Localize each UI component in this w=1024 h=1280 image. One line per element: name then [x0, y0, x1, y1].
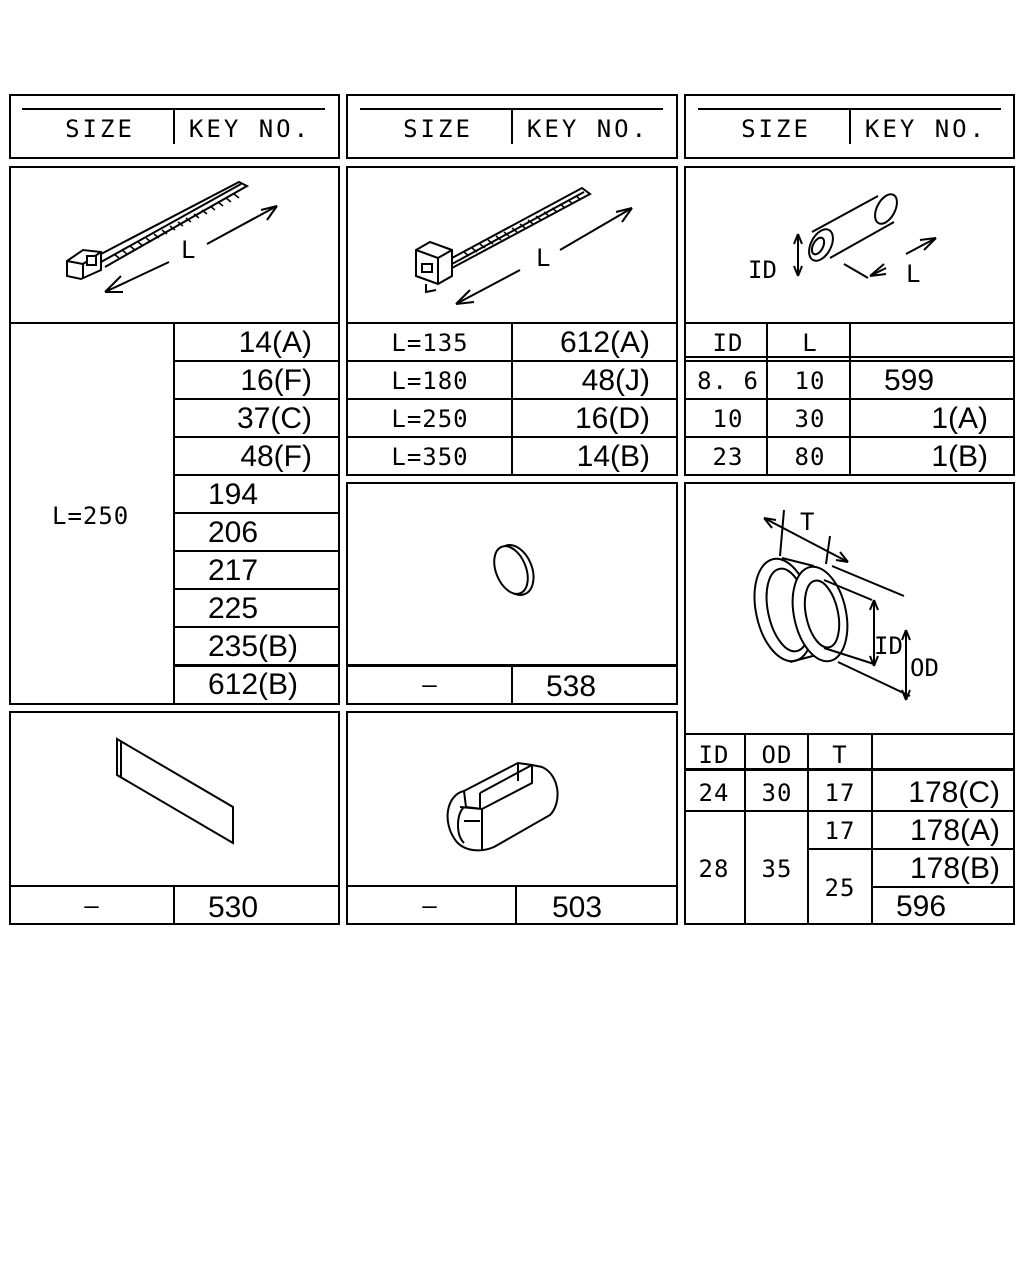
key-no: 178(C) [908, 776, 1000, 809]
size-value: L=250 [391, 405, 469, 433]
l-column-header: L [802, 329, 818, 357]
divider [684, 733, 1015, 735]
cable-tie-size: L=250 [52, 502, 130, 530]
key-no: 503 [552, 891, 603, 924]
row-line [173, 588, 340, 590]
key-no: 217 [208, 554, 259, 587]
row-line [173, 512, 340, 514]
divider [346, 885, 678, 887]
row-line [173, 664, 340, 667]
id-value: 10 [712, 405, 744, 433]
key-no-header: KEY NO. [526, 115, 650, 143]
key-no-header: KEY NO. [188, 115, 312, 143]
key-no: 16(D) [574, 402, 650, 435]
od-value: 35 [761, 855, 793, 883]
size-value: — [422, 671, 438, 699]
length-label: L [181, 236, 196, 264]
key-no: 530 [208, 891, 259, 924]
key-no: 596 [896, 890, 947, 923]
size-header: SIZE [741, 115, 811, 143]
id-value: 23 [712, 443, 744, 471]
id-column-header: ID [712, 329, 744, 357]
inner-dia-label: ID [874, 632, 903, 660]
header-divider [849, 108, 851, 144]
row-line [684, 398, 1015, 400]
divider [511, 664, 513, 705]
key-no: 48(J) [581, 364, 650, 397]
t-column-header: T [832, 741, 848, 769]
key-no: 37(C) [236, 402, 312, 435]
size-value: L=350 [391, 443, 469, 471]
id-value: 8. 6 [697, 367, 759, 395]
size-value: — [84, 892, 100, 920]
inner-dia-label: ID [748, 256, 777, 284]
od-column-header: OD [761, 741, 793, 769]
row-line [346, 398, 678, 400]
key-no: 14(A) [238, 326, 312, 359]
plug-drawing [346, 482, 678, 664]
tape-drawing [9, 711, 340, 885]
size-header: SIZE [65, 115, 135, 143]
key-no: 599 [884, 364, 935, 397]
size-header: SIZE [403, 115, 473, 143]
header-divider [511, 108, 513, 144]
row-line [871, 886, 1015, 888]
divider [173, 885, 175, 925]
key-no: 206 [208, 516, 259, 549]
t-value: 25 [824, 874, 856, 902]
key-no: 612(B) [208, 668, 299, 701]
key-no: 14(B) [576, 440, 650, 473]
row-line [173, 436, 340, 438]
row-line [173, 360, 340, 362]
size-value: L=135 [391, 329, 469, 357]
size-value: L=180 [391, 367, 469, 395]
mount-tie-drawing [346, 166, 678, 322]
row-line [173, 626, 340, 628]
key-no: 235(B) [208, 630, 299, 663]
key-no: 225 [208, 592, 259, 625]
divider [871, 733, 873, 925]
key-no: 612(A) [559, 326, 650, 359]
key-no: 1(B) [931, 440, 988, 473]
key-no: 178(A) [909, 814, 1000, 847]
l-value: 30 [794, 405, 826, 433]
id-column-header: ID [698, 741, 730, 769]
key-no: 194 [208, 478, 259, 511]
row-line [684, 360, 1015, 362]
row-line [684, 436, 1015, 438]
row-line [807, 848, 1015, 850]
key-no: 48(F) [240, 440, 312, 473]
key-no: 16(F) [240, 364, 312, 397]
row-line [346, 436, 678, 438]
cable-tie-drawing [9, 166, 340, 322]
grommet-drawing [684, 482, 1015, 733]
od-value: 30 [761, 779, 793, 807]
divider [807, 733, 809, 925]
clamp-drawing [346, 711, 678, 885]
key-no-header: KEY NO. [864, 115, 988, 143]
key-no: 178(B) [909, 852, 1000, 885]
key-no: 538 [546, 670, 597, 703]
t-value: 17 [824, 779, 856, 807]
l-value: 10 [794, 367, 826, 395]
row-line [684, 810, 1015, 812]
row-line [173, 550, 340, 552]
row-line [173, 474, 340, 476]
length-label: L [536, 244, 551, 272]
divider [515, 885, 517, 925]
id-value: 28 [698, 855, 730, 883]
size-value: — [422, 892, 438, 920]
divider [684, 768, 1015, 771]
tube-drawing [684, 166, 1015, 322]
outer-dia-label: OD [910, 654, 939, 682]
row-line [346, 360, 678, 362]
header-divider [173, 108, 175, 144]
id-value: 24 [698, 779, 730, 807]
key-no: 1(A) [931, 402, 988, 435]
row-line [173, 398, 340, 400]
divider [744, 733, 746, 925]
length-label: L [906, 260, 921, 288]
t-value: 17 [824, 817, 856, 845]
thickness-label: T [800, 508, 815, 536]
l-value: 80 [794, 443, 826, 471]
